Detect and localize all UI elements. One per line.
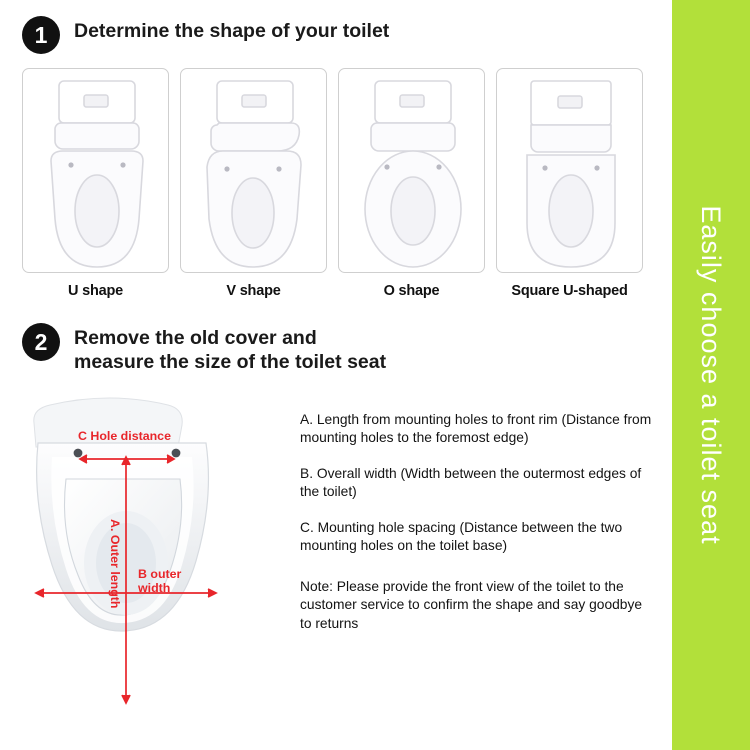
measurement-descriptions [290,387,656,717]
shape-card-frame [22,68,169,273]
description-b: B. Overall width (Width between the outermost edges of the toilet) [300,465,642,500]
shape-card-square-u [496,68,643,299]
shape-label: Square U-shaped [511,283,628,299]
toilet-v-shape-icon [181,69,327,273]
toilet-u-shape-icon [23,69,169,273]
label-b-outer-width-line-2: width [138,581,171,596]
shape-label: U shape [67,283,123,299]
side-banner-text: Easily choose a toilet seat [696,205,727,545]
step-1-badge: 1 [22,16,60,54]
step-2-body [22,387,656,717]
shape-card-o [338,68,485,299]
description-c: C. Mounting hole spacing (Distance between the two mounting holes on the toilet base) [300,519,623,554]
description-note: Note: Please provide the front view of the toilet to the customer service to confirm the shape and say goodbye to returns [300,578,643,631]
side-banner [672,0,750,750]
step-1-header [22,14,656,54]
shape-card-frame [338,68,485,273]
step-2-title [74,321,386,375]
shape-card-frame [496,68,643,273]
step-2-badge: 2 [22,323,60,361]
label-b-outer-width [138,567,181,596]
step-2-header [22,321,656,375]
shape-label: V shape [226,283,281,299]
shape-label: O shape [383,283,440,299]
label-b-outer-width-line-1: B outer [138,566,182,581]
step-2-section [22,321,656,717]
step-2-title-line-1: Remove the old cover and [74,327,317,349]
label-a-outer-length: A. Outer length [108,518,122,609]
description-a: A. Length from mounting holes to front rim (Distance from mounting holes to the foremost edge) [300,411,652,446]
toilet-shape-cards [22,68,656,299]
toilet-o-shape-icon [339,69,485,273]
shape-card-v [180,68,327,299]
label-c-hole-distance: C Hole distance [78,428,171,443]
shape-card-frame [180,68,327,273]
toilet-square-u-shape-icon [497,69,643,273]
step-2-title-line-2: measure the size of the toilet seat [74,351,387,374]
toilet-measurement-diagram [22,387,290,717]
step-1-title: Determine the shape of your toilet [74,20,390,42]
shape-card-u [22,68,169,299]
